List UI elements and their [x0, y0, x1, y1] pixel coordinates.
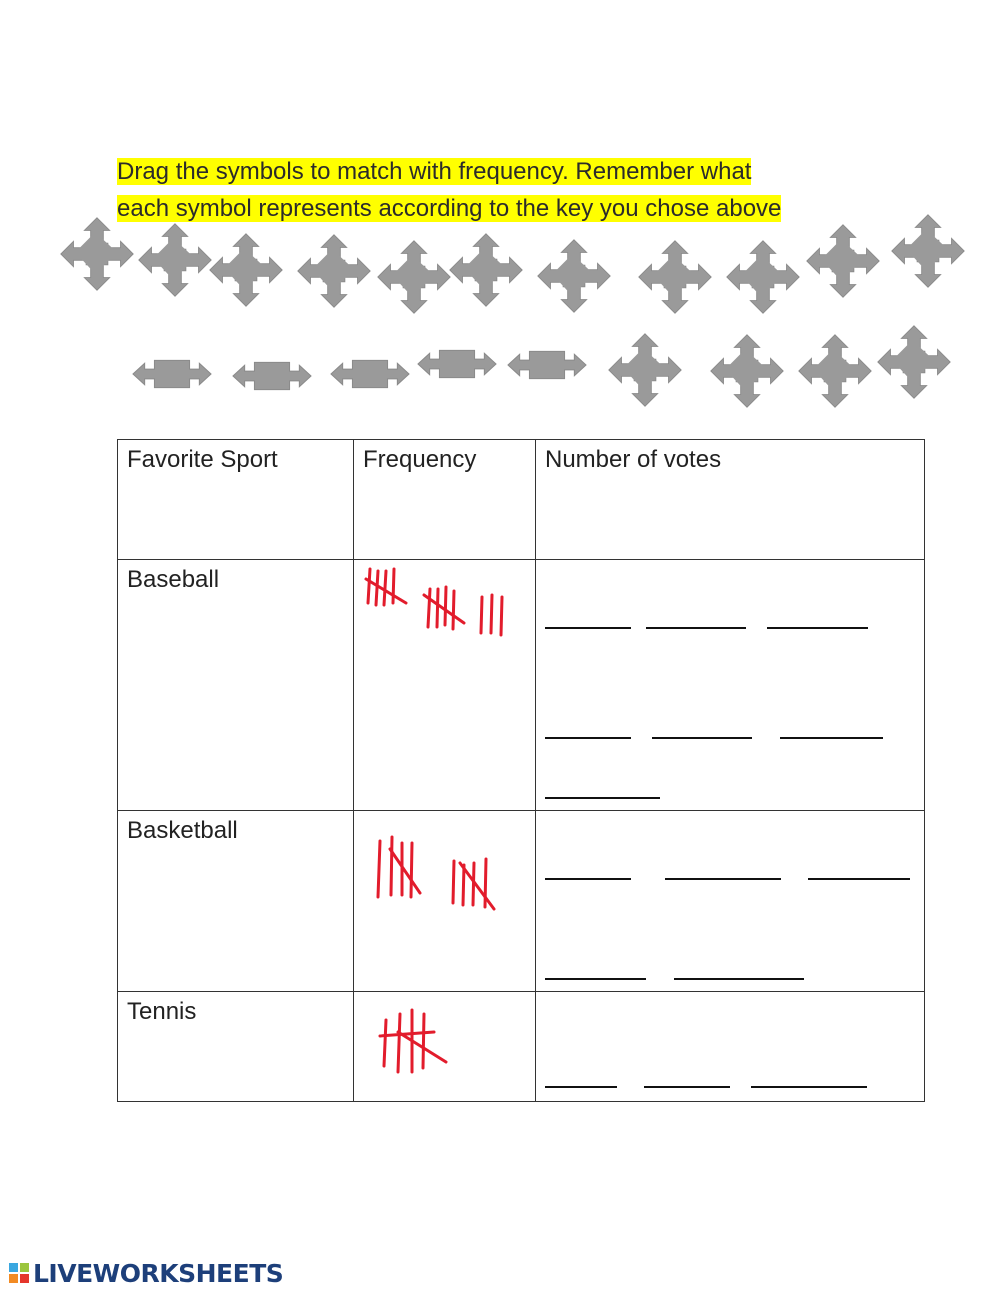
- votes-cell: [536, 811, 925, 992]
- header-favorite-sport: Favorite Sport: [127, 446, 278, 473]
- instructions-line-1: Drag the symbols to match with frequency. Remember what: [117, 158, 752, 185]
- frequency-table: [117, 439, 925, 1102]
- brand-name: LIVEWORKSHEETS: [33, 1258, 284, 1288]
- header-cell-sport: [118, 440, 354, 560]
- full-symbol-icon[interactable]: [59, 212, 135, 296]
- half-symbol-icon[interactable]: [416, 340, 498, 388]
- full-symbol-icon[interactable]: [448, 228, 524, 312]
- instructions-line-2: each symbol represents according to the key you chose above: [117, 195, 782, 222]
- full-symbol-icon[interactable]: [805, 219, 881, 303]
- full-symbol-icon[interactable]: [137, 218, 213, 302]
- answer-blank[interactable]: [652, 737, 752, 739]
- votes-cell: [536, 560, 925, 811]
- header-cell-votes: [536, 440, 925, 560]
- answer-blank[interactable]: [780, 737, 883, 739]
- answer-blank[interactable]: [545, 737, 631, 739]
- half-symbol-icon[interactable]: [231, 352, 313, 400]
- answer-blank[interactable]: [545, 627, 631, 629]
- liveworksheets-logo-icon: [8, 1262, 30, 1284]
- answer-blank[interactable]: [808, 878, 910, 880]
- table-header-row: [118, 440, 925, 560]
- answer-blank[interactable]: [646, 627, 746, 629]
- full-symbol-icon[interactable]: [296, 229, 372, 313]
- header-number-of-votes: Number of votes: [545, 446, 722, 473]
- liveworksheets-logo: [8, 1258, 283, 1288]
- half-symbol-icon[interactable]: [506, 341, 588, 389]
- tally-cell: [354, 811, 536, 992]
- sport-label: Baseball: [127, 566, 220, 593]
- full-symbol-icon[interactable]: [876, 320, 952, 404]
- answer-blank[interactable]: [545, 878, 631, 880]
- answer-blank[interactable]: [545, 978, 646, 980]
- full-symbol-icon[interactable]: [725, 235, 801, 319]
- half-symbol-icon[interactable]: [131, 350, 213, 398]
- full-symbol-icon[interactable]: [890, 209, 966, 293]
- instructions: [117, 153, 877, 227]
- full-symbol-icon[interactable]: [208, 228, 284, 312]
- table-row: [118, 811, 925, 992]
- answer-blank[interactable]: [674, 978, 804, 980]
- full-symbol-icon[interactable]: [607, 328, 683, 412]
- header-frequency: Frequency: [363, 446, 477, 473]
- tally-marks-baseball: [364, 565, 514, 640]
- answer-blank[interactable]: [767, 627, 868, 629]
- full-symbol-icon[interactable]: [376, 235, 452, 319]
- tally-cell: [354, 992, 536, 1102]
- tally-marks-basketball: [374, 835, 504, 920]
- answer-blank[interactable]: [545, 1086, 617, 1088]
- answer-blank[interactable]: [751, 1086, 867, 1088]
- tally-cell: [354, 560, 536, 811]
- answer-blank[interactable]: [665, 878, 781, 880]
- full-symbol-icon[interactable]: [536, 234, 612, 318]
- sport-cell: [118, 811, 354, 992]
- full-symbol-icon[interactable]: [637, 235, 713, 319]
- sport-label: Tennis: [127, 998, 197, 1025]
- tally-marks-tennis: [378, 1006, 458, 1081]
- sport-cell: [118, 992, 354, 1102]
- full-symbol-icon[interactable]: [797, 329, 873, 413]
- answer-blank[interactable]: [644, 1086, 730, 1088]
- sport-cell: [118, 560, 354, 811]
- header-cell-frequency: [354, 440, 536, 560]
- table-row: [118, 992, 925, 1102]
- table-row: [118, 560, 925, 811]
- sport-label: Basketball: [127, 817, 238, 844]
- full-symbol-icon[interactable]: [709, 329, 785, 413]
- answer-blank[interactable]: [545, 797, 660, 799]
- votes-cell: [536, 992, 925, 1102]
- half-symbol-icon[interactable]: [329, 350, 411, 398]
